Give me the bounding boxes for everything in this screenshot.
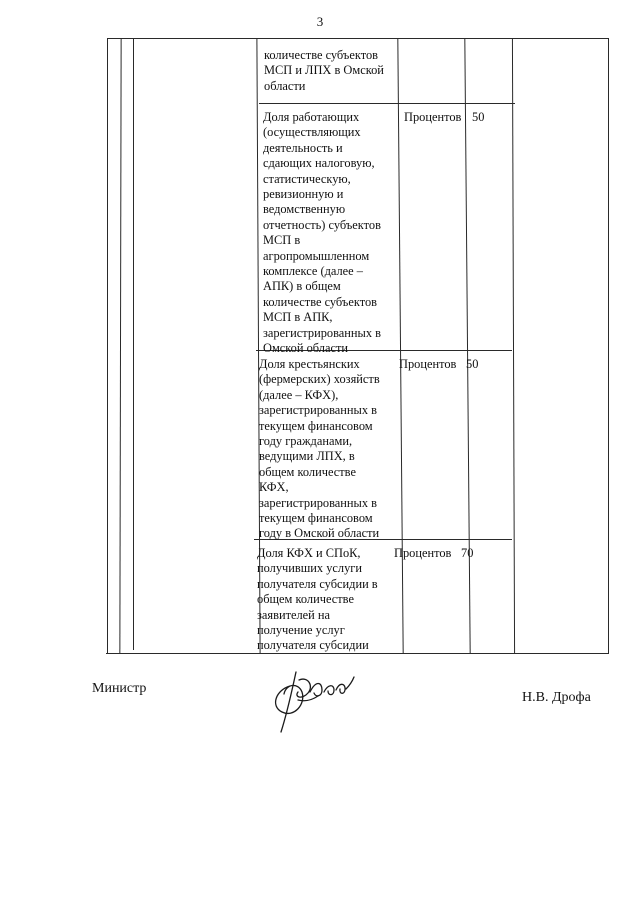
unit-cell-row-3: Процентов	[399, 357, 457, 371]
column-divider-2	[133, 38, 134, 650]
indicator-line: получение услуг	[257, 623, 345, 638]
indicator-line: текущем финансовом	[259, 511, 373, 526]
indicator-text-row-4	[257, 546, 378, 654]
indicator-line: зарегистрированных в	[259, 403, 378, 418]
indicator-line: Доля КФХ и СПоК,	[257, 546, 361, 560]
indicator-line: МСП в	[263, 233, 301, 248]
unit-cell-row-2: Процентов	[404, 110, 462, 124]
indicator-line: количестве субъектов	[263, 294, 377, 309]
indicator-text-row-1	[264, 48, 384, 94]
indicator-line: году гражданами,	[259, 434, 353, 449]
indicator-line: получателя субсидии в	[257, 576, 378, 591]
indicator-line: КФХ,	[259, 480, 289, 495]
column-divider-1	[119, 38, 121, 654]
indicator-line: области	[264, 78, 306, 93]
column-divider-value	[464, 38, 470, 654]
indicator-line: общем количестве	[257, 592, 354, 607]
value-cell-row-3: 50	[466, 357, 479, 371]
indicator-text-row-3	[259, 357, 380, 542]
indicator-line: деятельность и	[263, 140, 343, 155]
indicator-line: (осуществляющих	[263, 125, 361, 140]
indicator-line: количестве субъектов	[264, 48, 378, 62]
indicator-line: комплексе (далее –	[263, 264, 363, 279]
indicator-line: агропромышленном	[263, 248, 370, 263]
table-top-border	[107, 38, 609, 39]
handwritten-signature-icon	[268, 662, 358, 738]
indicator-line: АПК) в общем	[263, 279, 341, 294]
indicator-text-row-2	[263, 110, 381, 357]
indicator-line: ведущими ЛПХ, в	[259, 449, 355, 464]
indicator-line: общем количестве	[259, 464, 356, 479]
indicator-line: Омской области	[263, 341, 349, 356]
indicator-line: Доля работающих	[263, 110, 360, 124]
indicator-line: (фермерских) хозяйств	[259, 372, 380, 387]
indicator-line: МСП и ЛПХ в Омской	[264, 63, 384, 78]
row-divider-1	[259, 103, 515, 104]
indicator-line: МСП в АПК,	[263, 310, 333, 325]
indicator-line: ведомственную	[263, 202, 346, 217]
indicator-line: статистическую,	[263, 171, 351, 186]
indicator-line: Доля крестьянских	[259, 357, 360, 371]
indicator-line: получателя субсидии	[257, 638, 369, 653]
indicator-line: году в Омской области	[259, 526, 380, 541]
column-divider-unit	[397, 38, 403, 654]
table-right-border	[608, 38, 609, 654]
column-divider-3	[512, 38, 515, 654]
indicator-line: (далее – КФХ),	[259, 387, 339, 402]
indicator-line: получивших услуги	[257, 561, 363, 576]
table-left-border	[107, 38, 108, 654]
indicator-line: зарегистрированных в	[259, 495, 378, 510]
unit-cell-row-4: Процентов	[394, 546, 452, 560]
signer-name: Н.В. Дрофа	[522, 690, 591, 705]
indicator-line: текущем финансовом	[259, 418, 373, 433]
value-cell-row-2: 50	[472, 110, 485, 124]
page-number: 3	[316, 14, 324, 29]
indicator-line: заявителей на	[257, 607, 331, 622]
indicator-line: зарегистрированных в	[263, 325, 382, 340]
indicator-line: сдающих налоговую,	[263, 156, 375, 171]
indicator-line: ревизионную и	[263, 187, 344, 202]
value-cell-row-4: 70	[461, 546, 474, 560]
indicator-line: отчетность) субъектов	[263, 217, 381, 232]
signer-title: Министр	[92, 681, 147, 696]
